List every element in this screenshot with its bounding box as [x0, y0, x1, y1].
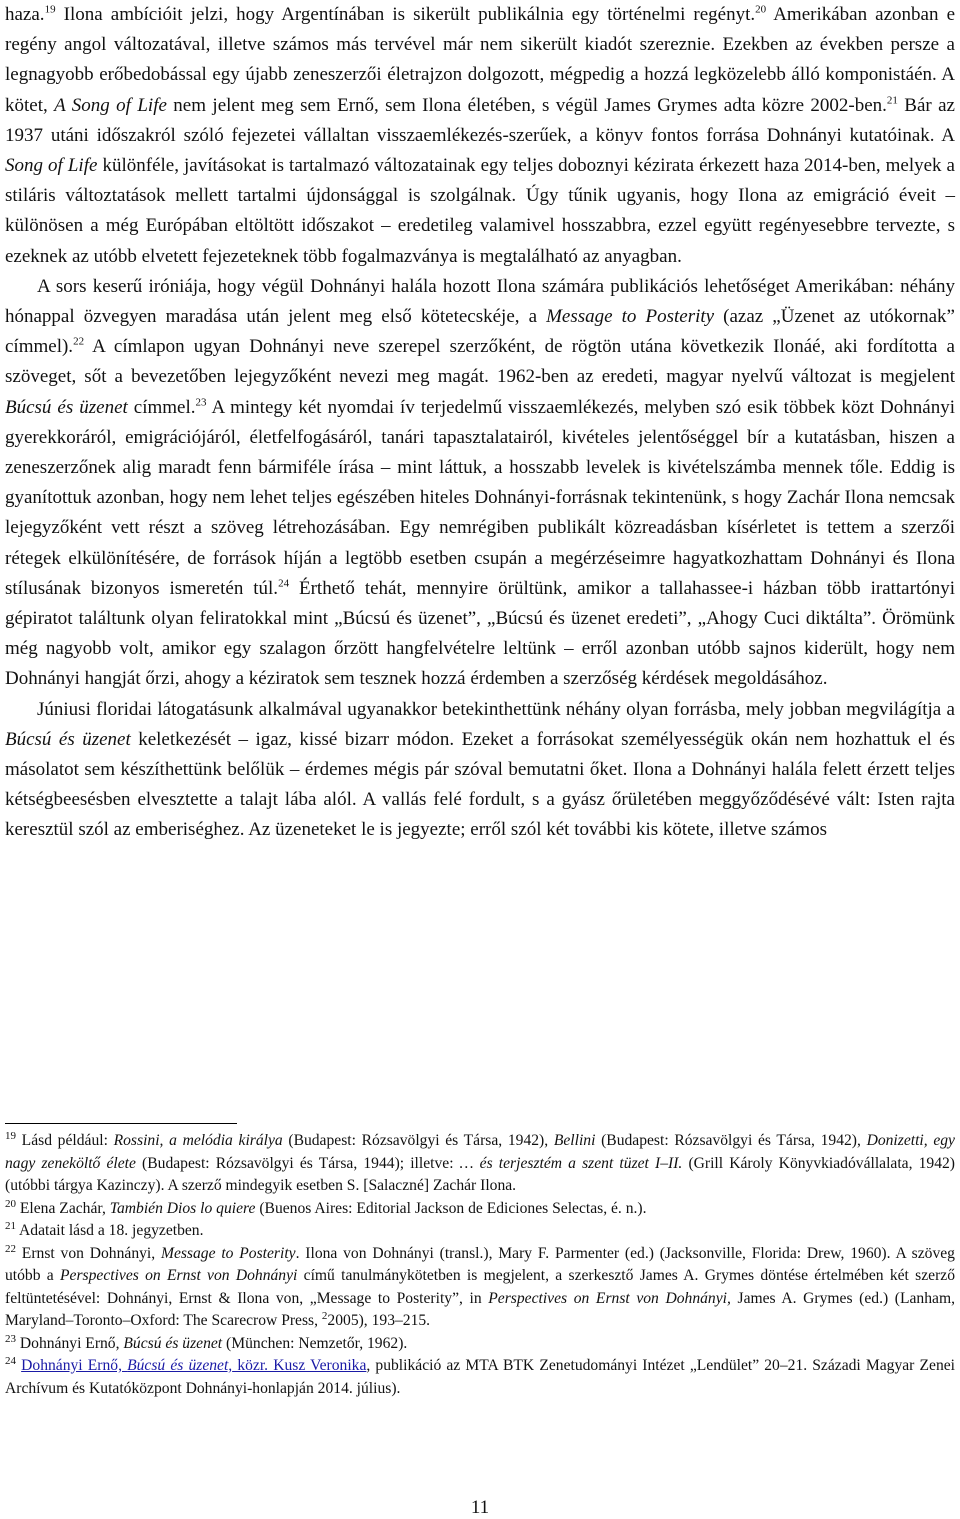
title-song-of-life: A Song of Life [54, 94, 167, 116]
edition-superscript: 2 [321, 1309, 328, 1322]
footnote-23 [5, 1333, 955, 1356]
text-run: , publikáció az MTA BTK Zenetudományi Intézet „Lendület” 20–21. Századi Magyar Zenei Archívum és Kutatóközpont Dohnányi-honlapján 2014. július). [5, 1357, 955, 1397]
footnote-ref-24[interactable]: 24 [278, 577, 290, 590]
text-run: Érthető tehát, mennyire örültünk, amikor a tallahassee-i házban több irattartónyi gépiratot találtunk olyan feliratokkal mint „Búcsú és üzenet”, „Búcsú és üzenet eredeti”, „Ahogy Cuci diktálta”. Örömünk még nagyobb volt, amikor egy szalagon őrzött hangfelvételre leltünk – erről azonban utóbb sajnos kiderült, hogy nem Dohnányi hangját őrzi, ahogy a kéziratok sem tesznek hozzá érdemben a szerzőség kérdések megoldásához. [5, 577, 956, 690]
footnote-20 [5, 1198, 955, 1221]
link-text[interactable]: közr. Kusz Veronika [232, 1357, 367, 1374]
text-run: Lásd például: [16, 1132, 114, 1149]
title-bucsu-es-uzenet: Búcsú és üzenet [5, 396, 128, 418]
title-song-of-life: Song of Life [5, 155, 98, 177]
text-run: James A. Grymes (ed.) (Lanham, Maryland–Toronto–Oxford: The Scarecrow Press, [5, 1289, 955, 1329]
footnote-number: 23 [5, 1332, 16, 1345]
paragraph-1 [5, 0, 955, 272]
text-run: (Budapest: Rózsavölgyi és Társa, 1942), [595, 1132, 867, 1149]
title-bucsu-es-uzenet: Búcsú és üzenet [5, 728, 131, 750]
footnote-number: 21 [5, 1219, 16, 1232]
body-text [5, 0, 955, 846]
text-run: című tanulmánykötetben is megjelent, a szerkesztő James A. Grymes döntése értelmében két szerző feltüntetésével: Dohnányi, Ernst & Ilona von, „Message to Posterity”, in [5, 1267, 955, 1307]
link-title[interactable]: Búcsú és üzenet, [127, 1357, 233, 1374]
title-message-to-posterity: Message to Posterity [546, 306, 715, 328]
footnote-ref-21[interactable]: 21 [886, 94, 898, 107]
title: Message to Posterity [160, 1244, 296, 1262]
text-run: különféle, javításokat is tartalmazó változatainak egy teljes doboznyi kézirata érkezett haza 2014-ben, melyek a stiláris változtatások mellett tartalmi újdonsággal is szolgálnak. Úgy tűnik ugyanis, hogy Ilona az emigráció éveit – különösen a még Európában eltöltött időszakot – eredetileg valamivel hosszabbra, ezzel együtt regényesebbre tervezte, s ezeknek az utóbb elvetett fejezeteknek több fogalmazványa is megtalálható az anyagban. [5, 155, 955, 267]
footnote-ref-22[interactable]: 22 [73, 335, 85, 348]
page [5, 0, 955, 846]
text-run: Elena Zachár, [16, 1199, 110, 1217]
link-text[interactable]: Dohnányi Ernő, [21, 1357, 128, 1374]
text-run: A mintegy két nyomdai ív terjedelmű visszaemlékezés, melyben szó esik többek közt Dohnányi gyerekkoráról, emigrációjáról, életfelfogásáról, tanári tapasztalatairól, kivételes jelentőséggel bír a kutatásban, hiszen a zeneszerzőnek alig maradt fenn bármiféle írása – mint láttuk, a hosszabb levelek is kivételszámba mennek tőle. Eddig is gyanítottuk azonban, hogy nem lehet teljes egészében hiteles Dohnányi-forrásnak tekintenünk, s hogy Zachár Ilona nemcsak lejegyzőként vett részt a szöveg létrehozásában. Egy nemrégiben publikált közreadásban kísérletet is tettem a szerzői rétegek elkülönítésére, de források híján a legtöbb esetben csupán a megérzéseimre hagyatkozhattam Dohnányi és Ilona stílusának bizonyos ismeretén túl. [5, 396, 955, 599]
title: También Dios lo quiere [109, 1199, 256, 1217]
footnote-ref-23[interactable]: 23 [195, 396, 207, 409]
text-run: haza. [5, 4, 45, 25]
footnote-number: 19 [5, 1129, 16, 1142]
footnote-19 [5, 1130, 955, 1198]
text-run: (azaz „Üzenet az utókornak” címmel). [5, 306, 955, 358]
text-run: nem jelent meg sem Ernő, sem Ilona életében, s végül James Grymes adta közre 2002-ben. [166, 94, 887, 116]
text-run: Dohnányi Ernő, [16, 1334, 124, 1352]
text-run: keletkezését – igaz, kissé bizarr módon. Ezeket a forrásokat személyességük okán nem hozhattuk el és másolatot sem készíthettünk belőlük – érdemes mégis pár szóval bemutatni őket. Ilona a Dohnányi halála felett érzett teljes kétségbeesésben elvesztette a talajt lába alól. A vallás felé fordult, s a gyász őrületében meggyőződésévé vált: Isten rajta keresztül szól az emberiséghez. Az üzeneteket le is jegyezte; erről szól két további kis kötete, illetve számos [5, 728, 955, 841]
title: Rossini, a melódia királya [113, 1132, 283, 1149]
footnote-number: 22 [5, 1242, 16, 1255]
text-run: (Buenos Aires: Editorial Jackson de Ediciones Selectas, é. n.). [255, 1199, 647, 1217]
text-run: címmel. [127, 396, 196, 418]
title: Perspectives on Ernst von Dohnányi [60, 1267, 298, 1284]
footnote-ref-20[interactable]: 20 [755, 3, 767, 16]
footnote-link[interactable] [21, 1357, 366, 1374]
text-run: . Ilona von Dohnányi (transl.), Mary F. Parmenter (ed.) (Jacksonville, Florida: Drew, 1960). A szöveg utóbb a [5, 1244, 955, 1284]
text-run: (Grill Károly Könyvkiadóvállalata, 1942) (utóbbi tárgya Kazinczy). A szerző mindegyik esetben S. [Salaczné] Zachár Ilona. [5, 1154, 955, 1194]
text-run: (Budapest: Rózsavölgyi és Társa, 1944); illetve: [135, 1154, 460, 1172]
text-run: Júniusi floridai látogatásunk alkalmával ugyanakkor betekinthettünk néhány olyan forrásba, mely jobban megvilágítja a [37, 698, 955, 720]
paragraph-3 [5, 695, 955, 846]
text-run: Adatait lásd a 18. jegyzetben. [16, 1222, 204, 1239]
text-run: (Budapest: Rózsavölgyi és Társa, 1942), [282, 1132, 554, 1149]
title: Bellini [553, 1132, 596, 1149]
footnote-24 [5, 1355, 955, 1400]
text-run: 2005), 193–215. [327, 1312, 431, 1329]
text-run: A címlapon ugyan Dohnányi neve szerepel szerzőként, de rögtön utána következik Ilonáé, aki fordította a szöveget, sőt a bevezetőben lejegyzőként nevezi meg magát. 1962-ben az eredeti, magyar nyelvű változat is megjelent [5, 336, 955, 388]
footnote-number: 24 [5, 1354, 16, 1367]
title: Búcsú és üzenet [123, 1334, 223, 1352]
footnote-number: 20 [5, 1197, 16, 1210]
footnote-separator [5, 1123, 237, 1124]
footnote-21 [5, 1220, 955, 1243]
footnotes [5, 1130, 955, 1400]
text-run: Ilona ambícióit jelzi, hogy Argentínában is sikerült publikálnia egy történelmi regényt. [55, 4, 756, 25]
text-run: Amerikában azonban e regény angol változatával, illetve számos más tervével már nem sikerült kiadót szereznie. Ezekben az években persze a legnagyobb erőbedobással egy újabb zeneszerzői életrajzon dolgozott, mégpedig a hozzá legközelebb álló komponistáén. A kötet, [5, 4, 956, 116]
page-number: 11 [470, 1497, 490, 1518]
footnote-22 [5, 1243, 955, 1333]
title: … és terjesztém a szent tüzet I–II. [459, 1154, 683, 1172]
text-run: (München: Nemzetőr, 1962). [222, 1334, 408, 1352]
title: Perspectives on Ernst von Dohnányi, [488, 1289, 731, 1307]
footnote-ref-19[interactable]: 19 [44, 3, 56, 16]
text-run: Bár az 1937 utáni időszakról szóló fejezetei vállaltan visszaemlékezés-szerűek, a könyv fontos forrása Dohnányi kutatóinak. A [5, 94, 955, 146]
title: Donizetti, egy nagy zeneköltő élete [5, 1132, 955, 1172]
paragraph-2 [5, 272, 955, 695]
text-run: A sors keserű iróniája, hogy végül Dohnányi halála hozott Ilona számára publikációs lehetőséget Amerikában: néhány hónappal özvegyen maradása után jelent meg első kötetecskéje, a [5, 275, 955, 328]
text-run: Ernst von Dohnányi, [16, 1244, 161, 1262]
